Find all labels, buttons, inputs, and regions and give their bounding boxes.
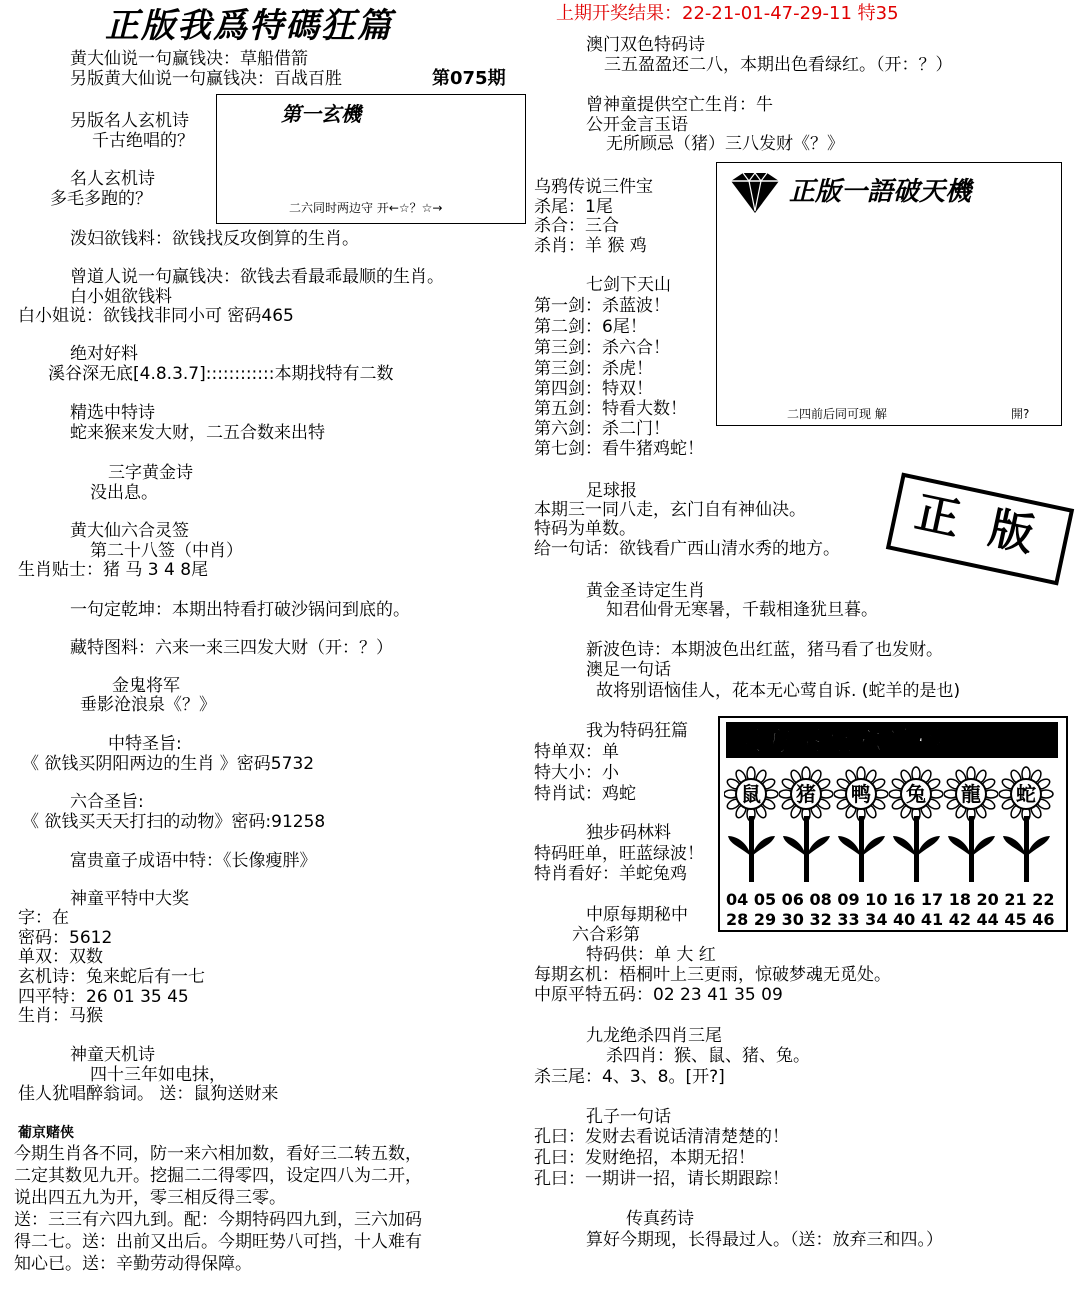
right-line: 杀肖：羊 猴 鸡 (534, 236, 647, 256)
diamond-icon (725, 171, 785, 215)
right-line: 无所顾忌（猪）三八发财《？》 (606, 134, 844, 154)
right-line: 新波色诗：本期波色出红蓝，猪马看了也发财。 (586, 640, 943, 660)
box-hint: 二六同时两边守 开←☆？☆→ (289, 201, 443, 215)
sunflower-item (834, 764, 889, 886)
right-line: 特肖试：鸡蛇 (534, 784, 636, 804)
sunflower-zodiac-label: 猪 (796, 782, 816, 806)
page-title: 正版我爲特碼狂篇 (105, 6, 393, 46)
left-line: 今期生肖各不同，防一来六相加数，看好三二转五数， (14, 1144, 422, 1164)
left-line: 藏特图料：六来一来三四发大财（开：？） (70, 638, 393, 658)
left-line: 另版名人玄机诗 (70, 111, 189, 131)
right-line: 本期三一同八走，玄门自有神仙决。 (534, 500, 806, 520)
genuine-stamp (886, 473, 1074, 586)
left-line: 六合圣旨: (70, 792, 144, 812)
right-line: 特码旺单，旺蓝绿波！ (534, 844, 704, 864)
left-line: 千古绝唱的？ (92, 131, 194, 151)
left-line: 白小姐说：欲钱找非同小可 密码465 (18, 306, 294, 326)
right-line: 给一句话：欲钱看广西山清水秀的地方。 (534, 539, 840, 559)
left-line: 送：三三有六四九到。配：今期特码四九到，三六加码 (14, 1210, 422, 1230)
left-line: 曾道人说一句赢钱决：欲钱去看最乖最顺的生肖。 (70, 267, 444, 287)
one-word-box (716, 162, 1062, 426)
left-line: 二定其数见九开。挖掘二二得零四，设定四八为二开， (14, 1166, 422, 1186)
right-line: 我为特码狂篇 (586, 721, 688, 741)
left-line: 字：在 (18, 908, 69, 928)
first-mystery-box (216, 94, 526, 224)
left-line: 溪谷深无底[4.8.3.7]::::::::::::本期找特有二数 (48, 364, 394, 384)
right-line: 乌鸦传说三件宝 (534, 177, 653, 197)
right-line: 杀四肖：猴、鼠、猪、兔。 (606, 1046, 810, 1066)
right-line: 澳门双色特码诗 (586, 35, 705, 55)
right-line: 中原每期秘中 (586, 905, 688, 925)
left-line: 精选中特诗 (70, 403, 155, 423)
left-line: 三字黄金诗 (108, 463, 193, 483)
box-title: 第一玄機 (281, 102, 361, 126)
right-line: 独步码林料 (586, 823, 671, 843)
right-line: 孔曰：发财绝招，本期无招！ (534, 1148, 755, 1168)
right-line: 第四剑：特双！ (534, 379, 653, 399)
right-line: 孔子一句话 (586, 1107, 671, 1127)
last-result: 上期开奖结果：22-21-01-47-29-11 特35 (556, 3, 899, 24)
right-line: 特码为单数。 (534, 519, 636, 539)
right-line: 三五盈盈还二八，本期出色看绿红。（开：？） (604, 55, 953, 75)
right-line: 曾神童提供空亡生肖：牛 (586, 95, 773, 115)
left-line: 绝对好料 (70, 344, 138, 364)
sunflower-item (999, 764, 1054, 886)
right-line: 足球报 (586, 481, 637, 501)
sunflower-title: 東方葵花六肖料 (734, 724, 945, 757)
stamp-text: 正 版 (910, 486, 1047, 564)
left-line: 中特圣旨: (108, 734, 182, 754)
right-line: 孔曰：发财去看说话清清楚楚的！ (534, 1127, 789, 1147)
left-line: 单双：双数 (18, 947, 103, 967)
right-line: 杀合：三合 (534, 216, 619, 236)
left-line: 密码：5612 (18, 928, 113, 948)
left-line: 神童天机诗 (70, 1045, 155, 1065)
left-line: 知心已。送：辛勤劳动得保障。 (14, 1254, 252, 1274)
right-line: 公开金言玉语 (586, 115, 688, 135)
left-line: 多毛多跑的？ (50, 189, 152, 209)
number-row-2: 28 29 30 32 33 34 40 41 42 44 45 46 (726, 910, 1055, 929)
right-line: 澳足一句话 (586, 660, 671, 680)
left-line: 四平特：26 01 35 45 (18, 987, 189, 1007)
left-line: 黄大仙六合灵签 (70, 521, 189, 541)
sunflower-zodiac-label: 鼠 (741, 782, 761, 806)
right-line: 特肖看好：羊蛇兔鸡 (534, 864, 687, 884)
right-line: 第三剑：杀六合！ (534, 338, 670, 358)
left-line: 富贵童子成语中特：《长像瘦胖》 (70, 851, 317, 871)
left-line: 黄大仙说一句赢钱决：草船借箭 (70, 49, 308, 69)
left-line: 白小姐欲钱料 (70, 287, 172, 307)
sunflower-box (718, 716, 1068, 932)
right-line: 孔曰：一期讲一招，请长期跟踪！ (534, 1169, 789, 1189)
right-line: 第三剑：杀虎！ (534, 359, 653, 379)
right-line: 中原平特五码：02 23 41 35 09 (534, 985, 783, 1005)
right-line: 特码供：单 大 红 (586, 945, 716, 965)
right-line: 九龙绝杀四肖三尾 (586, 1026, 722, 1046)
left-line: 神童平特中大奖 (70, 889, 189, 909)
left-line: 金鬼将军 (112, 676, 180, 696)
sunflower-row (724, 764, 1054, 886)
left-line: 名人玄机诗 (70, 169, 155, 189)
right-line: 第二剑：6尾！ (534, 317, 647, 337)
sunflower-zodiac-label: 鸭 (851, 782, 871, 806)
right-line: 杀三尾：4、3、8。[开?] (534, 1067, 725, 1087)
left-line: 葡京赌侠 (18, 1125, 74, 1141)
right-line: 特单双：单 (534, 742, 619, 762)
left-line: 泼妇欲钱料：欲钱找反攻倒算的生肖。 (70, 229, 359, 249)
right-line: 黄金圣诗定生肖 (586, 581, 705, 601)
box2-hint-end: 開? (1011, 407, 1030, 421)
right-line: 算好今期现，长得最过人。（送：放弃三和四。） (586, 1230, 943, 1250)
right-line: 第七剑：看牛猪鸡蛇！ (534, 439, 704, 459)
right-line: 杀尾：1尾 (534, 197, 613, 217)
left-line: 垂影沧浪泉《？》 (80, 695, 216, 715)
left-line: 玄机诗：兔来蛇后有一七 (18, 967, 205, 987)
left-line: 四十三年如电抹， (90, 1065, 226, 1085)
right-line: 第六剑：杀二门！ (534, 419, 670, 439)
box2-title: 正版一語破天機 (789, 177, 972, 207)
left-line: 《 欲钱买阴阳两边的生肖 》密码5732 (22, 754, 315, 774)
left-line: 第二十八签（中肖） (90, 541, 243, 561)
right-line: 七剑下天山 (586, 275, 671, 295)
left-line: 生肖贴士：猪 马 3 4 8尾 (18, 560, 209, 580)
sunflower-zodiac-label: 蛇 (1016, 782, 1036, 806)
sunflower-item (724, 764, 779, 886)
sunflower-zodiac-label: 兔 (906, 782, 926, 806)
right-line: 传真药诗 (626, 1209, 694, 1229)
left-line: 另版黄大仙说一句赢钱决：百战百胜 (70, 69, 342, 89)
left-line: 蛇来猴来发大财，二五合数来出特 (70, 423, 325, 443)
right-line: 第五剑：特看大数！ (534, 399, 687, 419)
right-line: 第一剑：杀蓝波！ (534, 296, 670, 316)
issue-number: 第075期 (432, 68, 506, 89)
sunflower-item (779, 764, 834, 886)
left-line: 得二七。送：出前又出后。今期旺势八可挡，十人难有 (14, 1232, 422, 1252)
right-line: 故将别语恼佳人，花本无心莺自诉. (蛇羊的是也) (596, 681, 961, 701)
sunflower-item (944, 764, 999, 886)
number-row-1: 04 05 06 08 09 10 16 17 18 20 21 22 (726, 890, 1055, 909)
left-line: 生肖：马猴 (18, 1006, 103, 1026)
right-line: 知君仙骨无寒暑，千载相逢犹旦暮。 (606, 600, 878, 620)
sunflower-zodiac-label: 龍 (961, 782, 981, 806)
sunflower-item (889, 764, 944, 886)
left-line: 佳人犹唱醉翁词。 送：鼠狗送财来 (18, 1084, 279, 1104)
left-line: 一句定乾坤：本期出特看打破沙锅问到底的。 (70, 600, 410, 620)
box2-hint: 二四前后同可现 解 (787, 407, 887, 421)
right-line: 每期玄机：梧桐叶上三更雨，惊破梦魂无觅处。 (534, 965, 891, 985)
left-line: 没出息。 (90, 483, 158, 503)
left-line: 《 欲钱买天天打扫的动物》密码:91258 (22, 812, 326, 832)
right-line: 六合彩第 (572, 925, 640, 945)
right-line: 特大小：小 (534, 763, 619, 783)
left-line: 说出四五九为开，零三相反得三零。 (14, 1188, 286, 1208)
